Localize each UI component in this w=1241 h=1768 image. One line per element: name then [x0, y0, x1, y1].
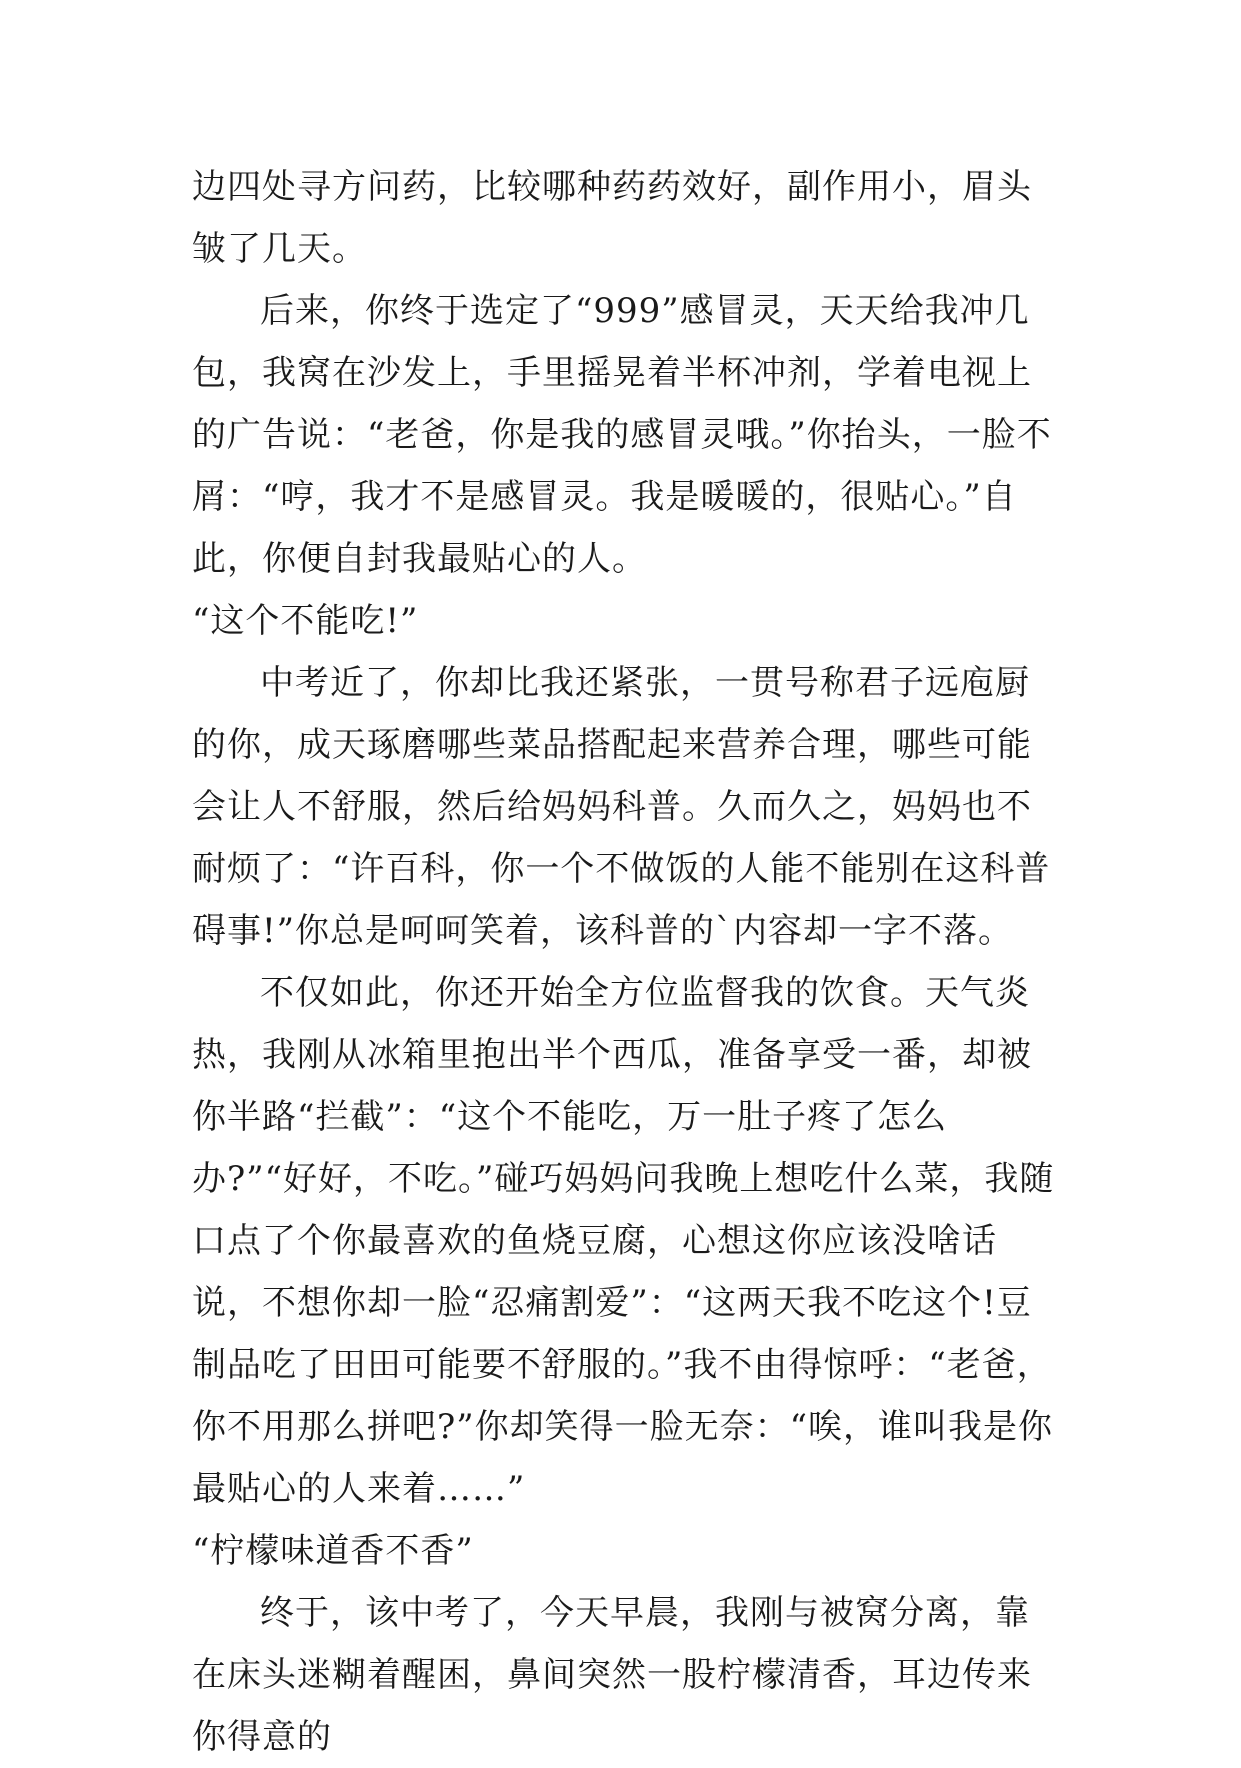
section-heading-cannot-eat: “这个不能吃!” — [192, 601, 419, 641]
paragraph-ganmaoling: 后来，你终于选定了“999”感冒灵，天天给我冲几包，我窝在沙发上，手里摇晃着半杯冲剂，学着电视上的广告说：“老爸，你是我的感冒灵哦。”你抬头，一脸不屑：“哼，我才不是感冒灵。我是暖暖的，很贴心。”自此，你便自封我最贴心的人。 — [192, 291, 1052, 579]
paragraph-continuation: 边四处寻方问药，比较哪种药药效好，副作用小，眉头皱了几天。 — [192, 167, 1032, 269]
document-body — [192, 156, 1062, 1768]
paragraph-diet-supervision: 不仅如此，你还开始全方位监督我的饮食。天气炎热，我刚从冰箱里抱出半个西瓜，准备享受一番，却被你半路“拦截”：“这个不能吃，万一肚子疼了怎么办?”“好好，不吃。”碰巧妈妈问我晚上想吃什么菜，我随口点了个你最喜欢的鱼烧豆腐，心想这你应该没啥话说，不想你却一脸“忍痛割爱”：“这两天我不吃这个!豆制品吃了田田可能要不舒服的。”我不由得惊呼：“老爸，你不用那么拼吧?”你却笑得一脸无奈：“唉，谁叫我是你最贴心的人来着……” — [192, 973, 1055, 1509]
section-heading-lemon: “柠檬味道香不香” — [192, 1531, 474, 1571]
paragraph-zhongkao-science: 中考近了，你却比我还紧张，一贯号称君子远庖厨的你，成天琢磨哪些菜品搭配起来营养合理，哪些可能会让人不舒服，然后给妈妈科普。久而久之，妈妈也不耐烦了：“许百科，你一个不做饭的人能不能别在这科普碍事!”你总是呵呵笑着，该科普的`内容却一字不落。 — [192, 663, 1051, 951]
paragraph-exam-morning: 终于，该中考了，今天早晨，我刚与被窝分离，靠在床头迷糊着醒困，鼻间突然一股柠檬清香，耳边传来你得意的 — [192, 1593, 1032, 1757]
